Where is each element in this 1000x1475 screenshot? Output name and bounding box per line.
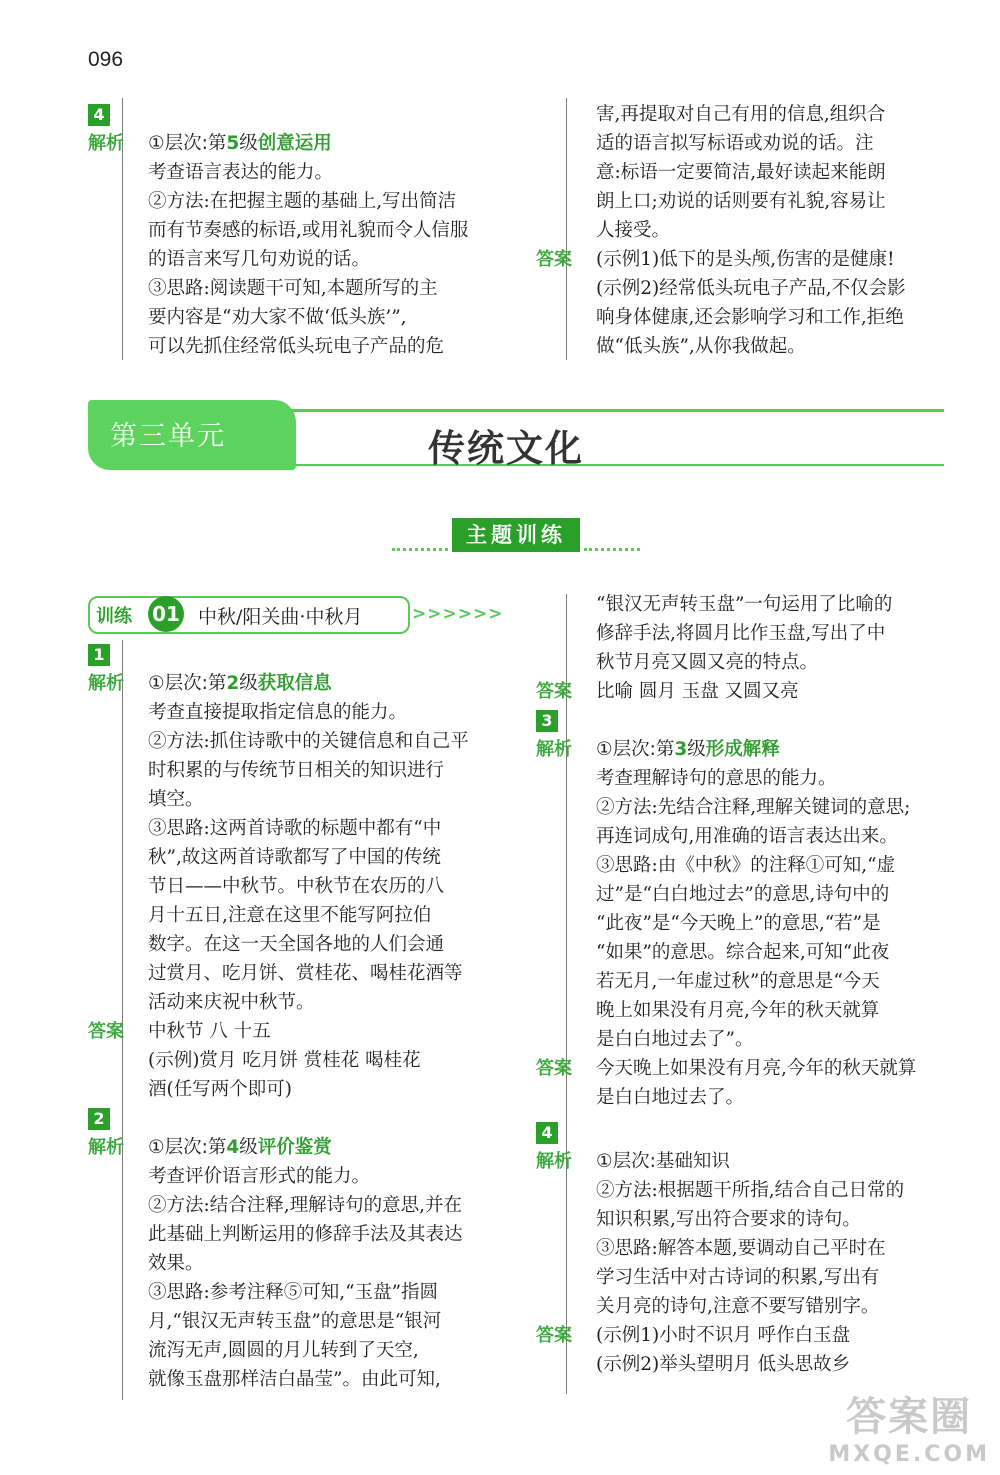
text-line: 月,“银汉无声转玉盘”的意思是“银河 xyxy=(148,1311,442,1332)
analysis-block xyxy=(536,735,956,1054)
question-number: 1 xyxy=(88,644,110,666)
text-line: 就像玉盘那样洁白晶莹”。由此可知, xyxy=(148,1369,441,1390)
answer-line: (示例)赏月 吃月饼 赏桂花 喝桂花 xyxy=(148,1050,421,1071)
answer-line: 做“低头族”,从你我做起。 xyxy=(596,336,806,357)
text-line: 考查评价语言形式的能力。 xyxy=(148,1166,371,1187)
text-line: ③思路:这两首诗歌的标题中都有“中 xyxy=(148,818,442,839)
training-number: 01 xyxy=(148,596,184,632)
top-right-column xyxy=(536,100,956,361)
text-line: 此基础上判断运用的修辞手法及其表达 xyxy=(148,1224,463,1245)
text-line: ②方法:抓住诗歌中的关键信息和自己平 xyxy=(148,731,469,752)
answer-block xyxy=(536,1054,956,1112)
analysis-block xyxy=(88,669,508,1017)
analysis-label: 解析 xyxy=(536,739,572,760)
answer-line: 是白白地过去了。 xyxy=(596,1087,745,1108)
analysis-block xyxy=(88,129,508,361)
text-line: 考查理解诗句的意思的能力。 xyxy=(596,768,837,789)
theme-badge: 主题训练 xyxy=(452,518,580,552)
unit-title: 传统文化 xyxy=(428,427,584,470)
watermark xyxy=(828,1385,990,1467)
level-line: ①层次:第4级评价鉴赏 xyxy=(148,1137,332,1158)
answer-label: 答案 xyxy=(536,681,572,702)
question-number: 3 xyxy=(536,710,558,732)
question-number: 4 xyxy=(88,104,110,126)
answer-label: 答案 xyxy=(536,1058,572,1079)
analysis-block xyxy=(536,1147,956,1321)
text-line: 秋节月亮又圆又亮的特点。 xyxy=(596,652,819,673)
level-line: ①层次:第5级创意运用 xyxy=(148,133,332,154)
dotted-rule xyxy=(392,548,448,551)
text-line: 意:标语一定要简洁,最好读起来能朗 xyxy=(596,162,886,183)
text-line: 节日——中秋节。中秋节在农历的八 xyxy=(148,876,445,897)
analysis-label: 解析 xyxy=(536,1151,572,1172)
watermark-url: MXQE.COM xyxy=(828,1442,990,1467)
arrow-decoration: >>>>>> xyxy=(412,604,504,624)
unit-label: 第三单元 xyxy=(110,421,226,452)
text-line: 害,再提取对自己有用的信息,组织合 xyxy=(596,104,886,125)
dotted-rule xyxy=(584,548,640,551)
text-line: 流泻无声,圆圆的月儿转到了天空, xyxy=(148,1340,419,1361)
text-line: 再连词成句,用准确的语言表达出来。 xyxy=(596,826,898,847)
text-line: 适的语言拟写标语或劝说的话。注 xyxy=(596,133,874,154)
analysis-label: 解析 xyxy=(88,673,124,694)
lower-left-column xyxy=(88,640,508,1394)
text-line: 可以先抓住经常低头玩电子产品的危 xyxy=(148,336,445,357)
text-line: 晚上如果没有月亮,今年的秋天就算 xyxy=(596,1000,880,1021)
answer-label: 答案 xyxy=(536,249,572,270)
watermark-logo-text: 答案圈 xyxy=(846,1394,973,1440)
text-line: ③思路:由《中秋》的注释①可知,“虚 xyxy=(596,855,896,876)
text-line: “如果”的意思。综合起来,可知“此夜 xyxy=(596,942,890,963)
text-line: 知识积累,写出符合要求的诗句。 xyxy=(596,1209,861,1230)
text-line: 的语言来写几句劝说的话。 xyxy=(148,249,371,270)
answer-block xyxy=(536,677,956,706)
text-line: 关月亮的诗句,注意不要写错别字。 xyxy=(596,1296,880,1317)
answer-block xyxy=(88,1017,508,1104)
text-line: 过”是“白白地过去”的意思,诗句中的 xyxy=(596,884,890,905)
text-line: 秋”,故这两首诗歌都写了中国的传统 xyxy=(148,847,441,868)
answer-line: 今天晚上如果没有月亮,今年的秋天就算 xyxy=(596,1058,917,1079)
text-line: 而有节奏感的标语,或用礼貌而令人信服 xyxy=(148,220,469,241)
text-line: ③思路:参考注释⑤可知,“玉盘”指圆 xyxy=(148,1282,439,1303)
answer-line: (示例1)小时不识月 呼作白玉盘 xyxy=(596,1325,851,1346)
text-line: ②方法:结合注释,理解诗句的意思,并在 xyxy=(148,1195,462,1216)
analysis-block xyxy=(88,1133,508,1394)
answer-line: (示例2)举头望明月 低头思故乡 xyxy=(596,1354,851,1375)
level-line: ①层次:第2级获取信息 xyxy=(148,673,332,694)
text-line: 数字。在这一天全国各地的人们会通 xyxy=(148,934,445,955)
text-line: 月十五日,注意在这里不能写阿拉伯 xyxy=(148,905,432,926)
answer-label: 答案 xyxy=(88,1021,124,1042)
answer-line: 响身体健康,还会影响学习和工作,拒绝 xyxy=(596,307,904,328)
text-line: “此夜”是“今天晚上”的意思,“若”是 xyxy=(596,913,881,934)
answer-line: 中秋节 八 十五 xyxy=(148,1021,271,1042)
banner-rule xyxy=(288,409,944,412)
analysis-label: 解析 xyxy=(88,133,124,154)
text-line: 过赏月、吃月饼、赏桂花、喝桂花酒等 xyxy=(148,963,463,984)
level-line: ①层次:第3级形成解释 xyxy=(596,739,780,760)
answer-label: 答案 xyxy=(536,1325,572,1346)
text-line: 考查直接提取指定信息的能力。 xyxy=(148,702,408,723)
top-left-column xyxy=(88,100,508,361)
answer-block xyxy=(536,1321,956,1379)
text-line: 人接受。 xyxy=(596,220,671,241)
text-line: ②方法:先结合注释,理解关键词的意思; xyxy=(596,797,911,818)
training-header xyxy=(88,596,410,634)
text-line: 修辞手法,将圆月比作玉盘,写出了中 xyxy=(596,623,886,644)
text-line: 活动来庆祝中秋节。 xyxy=(148,992,315,1013)
banner-rule xyxy=(268,464,944,466)
training-tag: 训练 xyxy=(96,606,132,627)
training-title: 中秋/阳关曲·中秋月 xyxy=(198,606,363,628)
analysis-label: 解析 xyxy=(88,1137,124,1158)
text-line: 学习生活中对古诗词的积累,写出有 xyxy=(596,1267,880,1288)
text-line: 效果。 xyxy=(148,1253,204,1274)
answer-line: 酒(任写两个即可) xyxy=(148,1079,292,1100)
text-line: 朗上口;劝说的话则要有礼貌,容易让 xyxy=(596,191,886,212)
lower-right-column xyxy=(536,590,956,1379)
text-line: 考查语言表达的能力。 xyxy=(148,162,334,183)
answer-block xyxy=(536,245,956,361)
text-line: 填空。 xyxy=(148,789,204,810)
answer-line: (示例1)低下的是头颅,伤害的是健康! xyxy=(596,249,895,270)
text-line: ③思路:阅读题干可知,本题所写的主 xyxy=(148,278,438,299)
text-line: ②方法:在把握主题的基础上,写出简洁 xyxy=(148,191,457,212)
answer-line: 比喻 圆月 玉盘 又圆又亮 xyxy=(596,681,799,702)
text-line: 要内容是“劝大家不做‘低头族’”, xyxy=(148,307,407,328)
text-line: ③思路:解答本题,要调动自己平时在 xyxy=(596,1238,886,1259)
level-line: ①层次:基础知识 xyxy=(596,1151,730,1172)
answer-line: (示例2)经常低头玩电子产品,不仅会影 xyxy=(596,278,906,299)
unit-banner xyxy=(88,392,944,478)
text-line: 是白白地过去了”。 xyxy=(596,1029,754,1050)
text-line: “银汉无声转玉盘”一句运用了比喻的 xyxy=(596,594,893,615)
text-line: ②方法:根据题干所指,结合自己日常的 xyxy=(596,1180,905,1201)
text-line: 时积累的与传统节日相关的知识进行 xyxy=(148,760,445,781)
text-line: 若无月,一年虚过秋”的意思是“今天 xyxy=(596,971,880,992)
question-number: 4 xyxy=(536,1122,558,1144)
question-number: 2 xyxy=(88,1108,110,1130)
page-number: 096 xyxy=(88,48,124,71)
